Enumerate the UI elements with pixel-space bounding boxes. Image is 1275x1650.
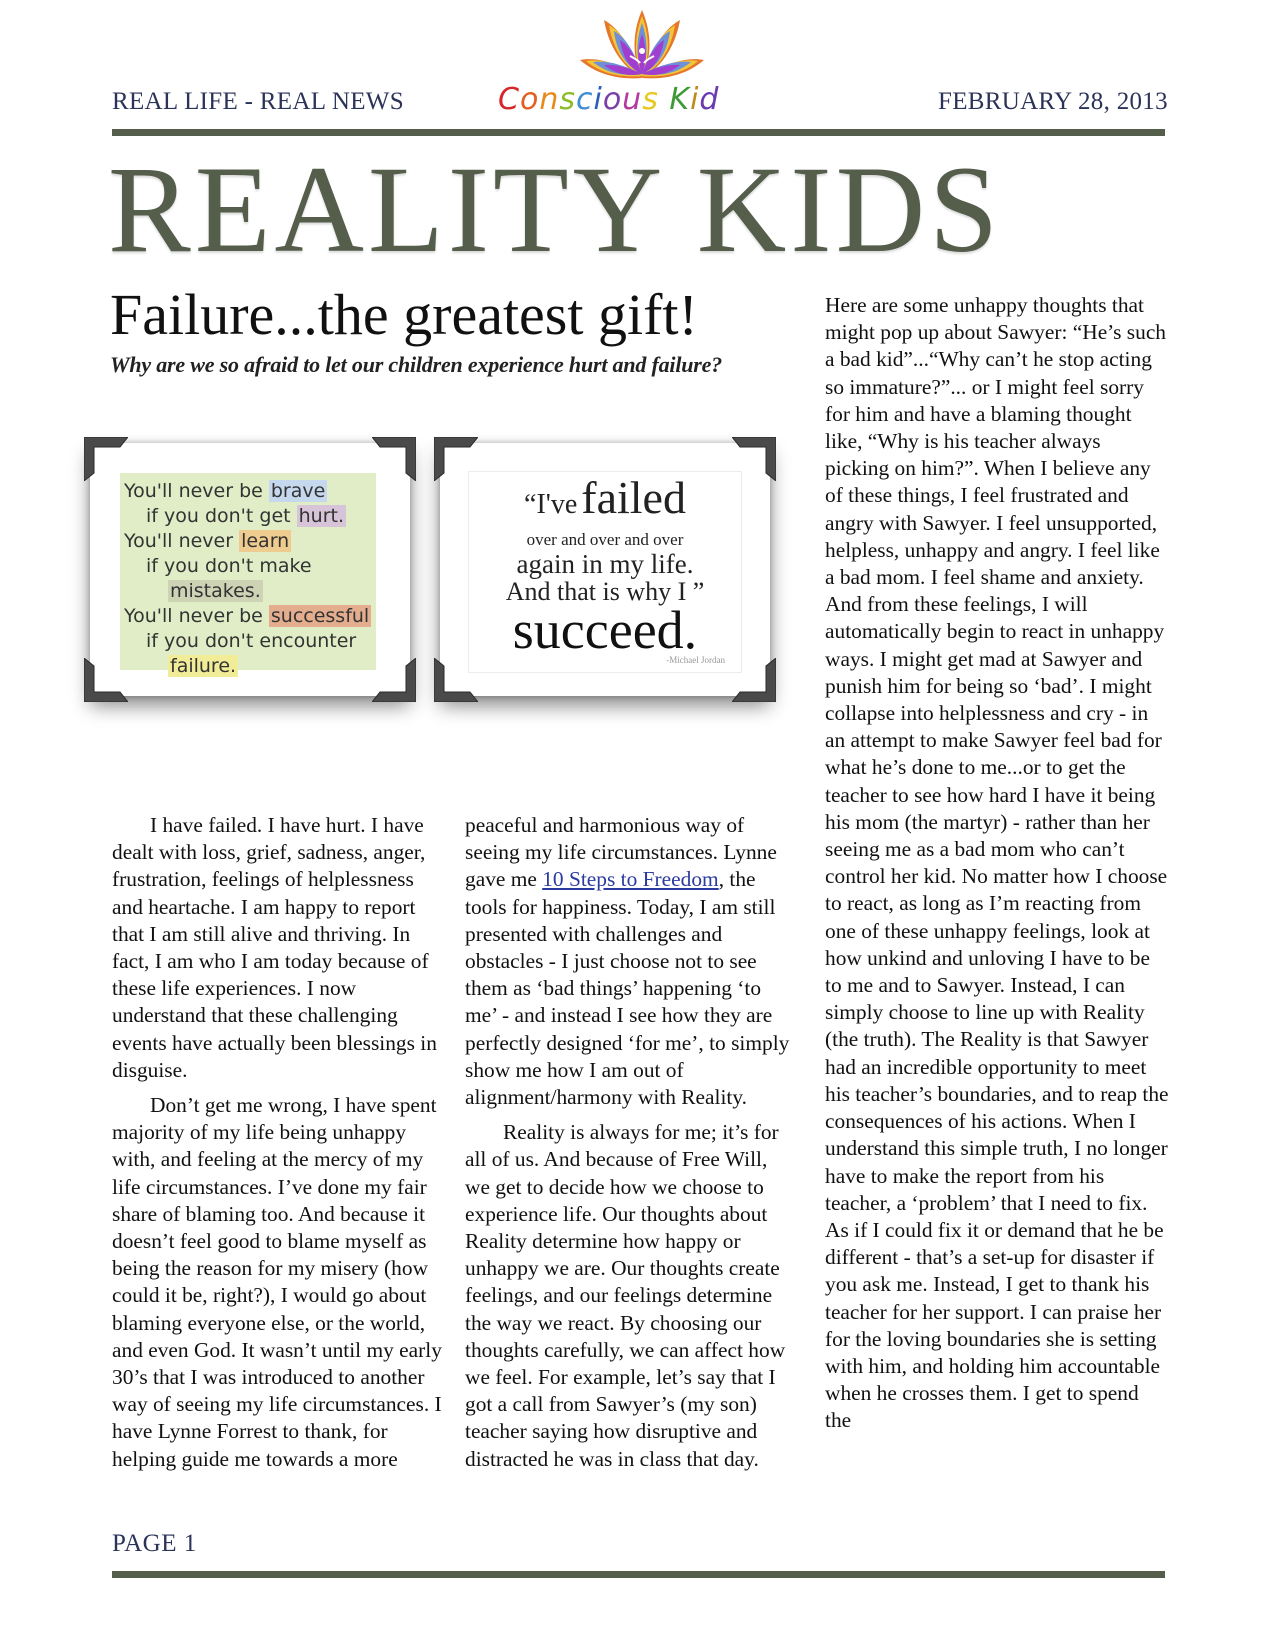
paragraph: Don’t get me wrong, I have spent majority of my life being unhappy with, and feeling at the mercy of my life circumstances. I’ve done my fair share of blaming too. And because it doesn’t feel good to blame myself as being the reason for my misery (how could it be, right?), I would go about blaming everyone else, or the world, and even God. It wasn’t until my early 30’s that I was introduced to another way of seeing my life circumstances. I have Lynne Forrest to thank, for helping guide me towards a more	[112, 1093, 442, 1471]
quote-line: You'll never learn	[124, 530, 290, 552]
masthead-title: REALITY KIDS	[108, 141, 1003, 278]
quote-line: You'll never be successful	[124, 605, 370, 627]
photo-corner-icon	[732, 437, 776, 481]
quote-line: if you don't encounter	[146, 630, 357, 652]
logo-wordmark: Conscious Kid	[498, 82, 720, 117]
paragraph: Reality is always for me; it’s for all of us. And because of Free Will, we get to decide how we choose to experience life. Our thoughts about Reality determine how happy or unhappy we are. Our thoughts create feelings, and our feelings determine the way we react. By choosing our thoughts carefully, we can affect how we feel. For example, let’s say that I got a call from Sawyer’s (my son) teacher saying how disruptive and distracted he was in class that day.	[465, 1120, 786, 1471]
photo-corner-icon	[372, 437, 416, 481]
paragraph: I have failed. I have hurt. I have dealt with loss, grief, sadness, anger, frustration, feelings of helplessness and heartache. I am happy to report that I am still alive and thriving. In fact, I am who I am today because of these life experiences. I now understand that these challenging events have actually been blessings in disguise.	[112, 813, 437, 1082]
photo-corner-icon	[732, 658, 776, 702]
ten-steps-to-freedom-link[interactable]: 10 Steps to Freedom	[542, 867, 719, 892]
article-headline: Failure...the greatest gift!	[110, 282, 698, 347]
quote-line: if you don't get hurt.	[146, 505, 345, 527]
header-rule	[112, 129, 1165, 136]
photo-corner-icon	[372, 658, 416, 702]
quote-image-left-text	[120, 473, 376, 677]
footer-rule	[112, 1571, 1165, 1578]
page-number: PAGE 1	[112, 1530, 197, 1557]
photo-corner-icon	[434, 437, 478, 481]
quote-line: if you don't make	[146, 555, 312, 577]
lotus-flower-icon	[577, 6, 707, 86]
photo-corner-icon	[84, 437, 128, 481]
photo-corner-icon	[434, 658, 478, 702]
photo-corner-icon	[84, 658, 128, 702]
issue-date: FEBRUARY 28, 2013	[938, 88, 1168, 115]
quote-image-right	[440, 443, 770, 696]
quote-image-right-text: “I've failed over and over and over again in my life. And that is why I ” succeed. -Michael Jordan	[468, 471, 742, 673]
quote-image-left	[90, 443, 410, 696]
header-tagline: REAL LIFE - REAL NEWS	[112, 88, 404, 115]
article-subheadline: Why are we so afraid to let our children experience hurt and failure?	[110, 352, 722, 377]
quote-line: mistakes.	[170, 580, 261, 602]
paragraph: Here are some unhappy thoughts that might pop up about Sawyer: “He’s such a bad kid”...“Why can’t he stop acting so immature?”... or I might feel sorry for him and have a blaming thought like, “Why is his teacher always picking on him?”. When I believe any of these things, I feel frustrated and angry with Sawyer. I feel unsupported, helpless, unhappy and angry. I feel like a bad mom. I feel shame and anxiety. And from these feelings, I will automatically begin to react in unhappy ways. I might get mad at Sawyer and punish him for being so ‘bad’. I might collapse into helplessness and cry - in an attempt to make Sawyer feel bad for what he’s done to me...or to get the teacher to see how hard I have it being his mom (the martyr) - rather than her seeing me as a bad mom who can’t control her kid. No matter how I choose to react, as long as I’m reacting from one of these unhappy feelings, look at how unkind and unloving I have to be to me and to Sawyer. Instead, I can simply choose to line up with Reality (the truth). The Reality is that Sawyer had an incredible opportunity to meet his teacher’s boundaries, and to reap the consequences of his actions. When I understand this simple truth, I no longer have to make the report from his teacher, a ‘problem’ that I need to fix. As if I could fix it or demand that he be different - that’s a set-up for disaster if you ask me. Instead, I get to thank his teacher for her support. I can praise her for the loving boundaries she is setting with him, and holding him accountable when he crosses them. I get to spend the	[825, 293, 1169, 1433]
article-column-3	[825, 292, 1170, 1443]
quote-line: failure.	[170, 655, 237, 677]
article-column-2	[465, 812, 795, 1481]
paragraph: peaceful and harmonious way of seeing my life circumstances. Lynne gave me 10 Steps to Freedom, the tools for happiness. Today, I am still presented with challenges and obstacles - I just choose not to see them as ‘bad things’ happening ‘to me’ - and instead I see how they are perfectly designed ‘for me’, to simply show me how I am out of alignment/harmony with Reality.	[465, 813, 790, 1110]
article-column-1	[112, 812, 448, 1481]
quote-line: You'll never be brave	[124, 480, 326, 502]
